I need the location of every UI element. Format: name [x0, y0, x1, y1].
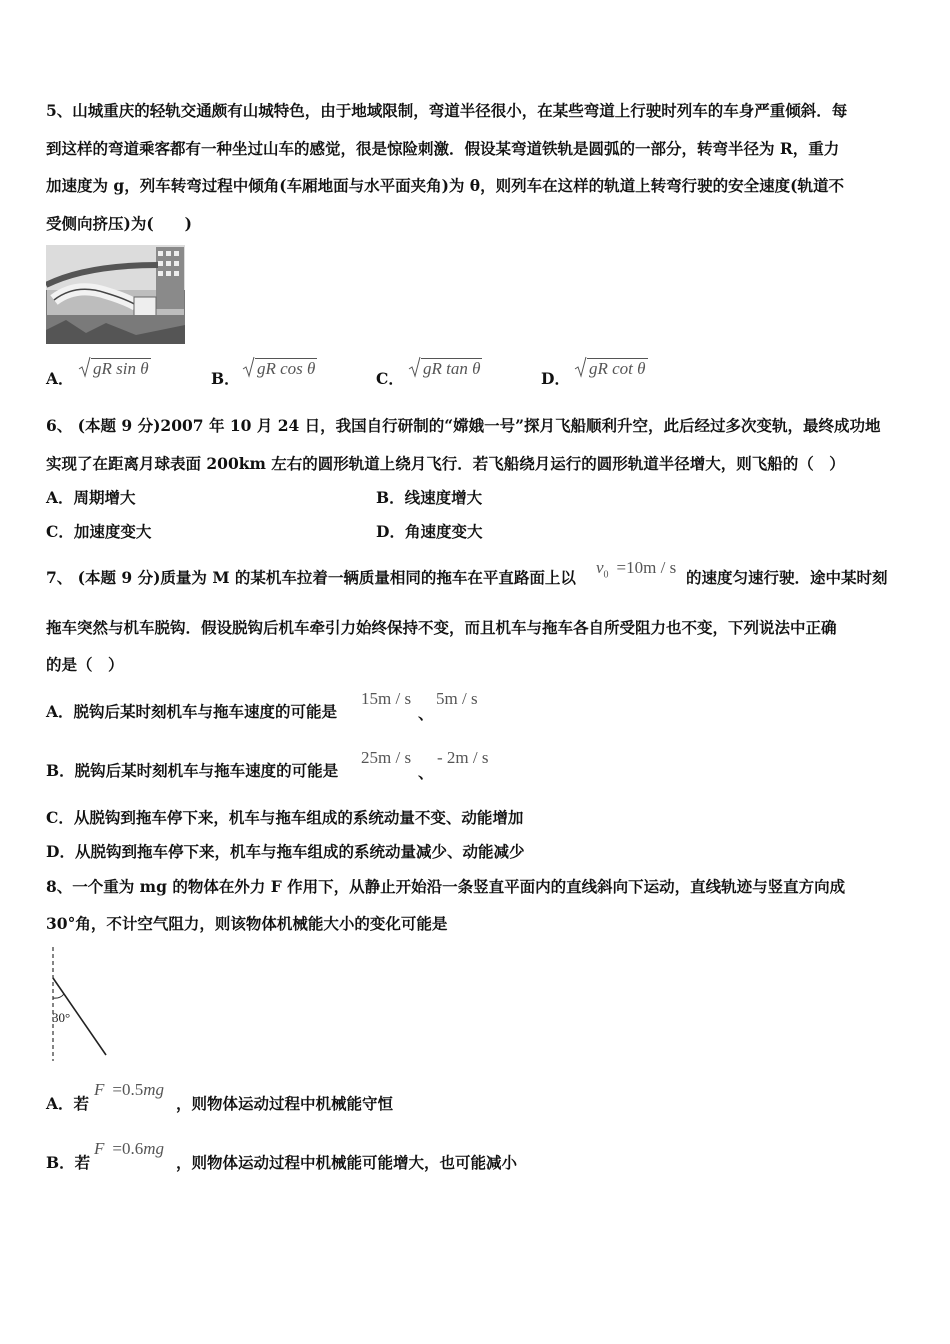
q5-option-d-label: D． — [541, 369, 570, 388]
q7-option-a: A．脱钩后某时刻机车与拖车速度的可能是 — [46, 702, 338, 721]
q7-option-a-v1: 15m / s — [361, 689, 412, 708]
q7-option-d: D．从脱钩到拖车停下来，机车与拖车组成的系统动量减少、动能减少 — [46, 842, 525, 861]
q7-line-3: 的是（ ） — [46, 655, 124, 674]
q6-option-c: C．加速度变大 — [46, 522, 152, 541]
angle-label: 30° — [52, 1010, 71, 1025]
q8-line-1: 8、一个重为 mg 的物体在外力 F 作用下，从静止开始沿一条竖直平面内的直线斜向下运动，直线轨迹与竖直方向成 — [46, 877, 846, 896]
q7-option-a-v2: 5m / s — [436, 689, 478, 708]
q5-option-a-label: A． — [46, 369, 74, 388]
q7-line-2: 拖车突然与机车脱钩．假设脱钩后机车牵引力始终保持不变，而且机车与拖车各自所受阻力也不变，下列说法中正确 — [46, 618, 837, 637]
q5-line-3: 加速度为 g，列车转弯过程中倾角(车厢地面与水平面夹角)为 θ，则列车在这样的轨道上转弯行驶的安全速度(轨道不 — [46, 176, 844, 195]
q5-option-b-expr: gR cos θ — [242, 358, 317, 379]
q8-option-b-prefix: B．若 — [46, 1153, 91, 1172]
q8-option-b-text: ，则物体运动过程中机械能可能增大，也可能减小 — [176, 1153, 518, 1172]
incline-angle-diagram — [46, 945, 108, 1063]
q5-line-2: 到这样的弯道乘客都有一种坐过山车的感觉，很是惊险刺激．假设某弯道铁轨是圆弧的一部分，转弯半径为 R，重力 — [46, 139, 840, 158]
q8-option-b-expr: F =0.6mg — [94, 1139, 165, 1158]
q7-v0-expr: $v_0 =10m / s$ — [596, 558, 677, 581]
q6-line-1: 6、 (本题 9 分)2007 年 10 月 24 日，我国自行研制的“嫦娥一号”探月飞船顺利升空，此后经过多次变轨，最终成功地 — [46, 416, 881, 435]
q7-line-1a: 7、 (本题 9 分)质量为 M 的某机车拉着一辆质量相同的拖车在平直路面上以 — [46, 568, 576, 587]
q5-option-b-label: B． — [211, 369, 240, 388]
q5-option-c-label: C． — [376, 369, 404, 388]
q8-option-a-expr: F =0.5mg — [94, 1080, 165, 1099]
q7-option-b-sep: 、 — [418, 763, 434, 782]
q8-line-2: 30°角，不计空气阻力，则该物体机械能大小的变化可能是 — [46, 914, 448, 933]
q5-option-a-expr: gR sin θ — [78, 358, 151, 379]
q7-option-a-sep: 、 — [418, 704, 434, 723]
q8-option-a-text: ，则物体运动过程中机械能守恒 — [176, 1094, 394, 1113]
q5-line-1: 5、山城重庆的轻轨交通颇有山城特色，由于地域限制，弯道半径很小，在某些弯道上行驶时列车的车身严重倾斜．每 — [46, 101, 848, 120]
q5-option-c-expr: gR tan θ — [408, 358, 482, 379]
q8-option-a-prefix: A．若 — [46, 1094, 90, 1113]
q6-option-b: B．线速度增大 — [376, 488, 483, 507]
q7-option-b-v2: - 2m / s — [437, 748, 489, 767]
q7-option-b-v1: 25m / s — [361, 748, 412, 767]
q7-option-c: C．从脱钩到拖车停下来，机车与拖车组成的系统动量不变、动能增加 — [46, 808, 524, 827]
q6-option-d: D．角速度变大 — [376, 522, 483, 541]
monorail-photo — [46, 245, 185, 344]
q7-line-1b: 的速度匀速行驶．途中某时刻 — [686, 568, 888, 587]
q5-line-4: 受侧向挤压)为( ) — [46, 214, 193, 233]
q5-option-d-expr: gR cot θ — [574, 358, 648, 379]
q6-option-a: A．周期增大 — [46, 488, 136, 507]
q7-option-b: B．脱钩后某时刻机车与拖车速度的可能是 — [46, 761, 339, 780]
q6-line-2: 实现了在距离月球表面 200km 左右的圆形轨道上绕月飞行．若飞船绕月运行的圆形轨道半径增大，则飞船的（ ） — [46, 454, 845, 473]
